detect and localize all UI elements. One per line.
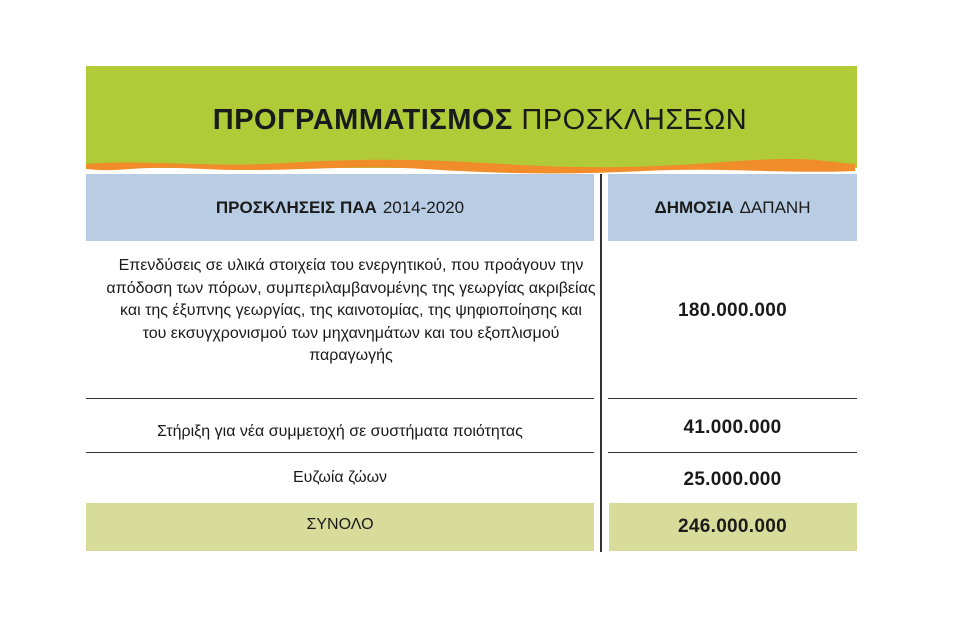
total-label: ΣΥΝΟΛΟ xyxy=(306,516,374,533)
column-divider xyxy=(600,174,602,552)
page-title-light: ΠΡΟΣΚΛΗΣΕΩΝ xyxy=(521,104,748,136)
row-separator xyxy=(86,398,594,399)
header-public-expenditure xyxy=(608,174,857,241)
row-separator xyxy=(608,398,857,399)
header-expenditure-light: ΔΑΠΑΝΗ xyxy=(739,197,811,217)
row-value-investments: 180.000.000 xyxy=(678,300,787,321)
row-label-animal-welfare: Ευζωία ζώων xyxy=(292,469,388,486)
header-calls-light: 2014-2020 xyxy=(382,197,465,217)
row-separator xyxy=(86,452,594,453)
header-calls xyxy=(86,174,594,241)
total-value: 246.000.000 xyxy=(678,516,787,537)
page-title-bold: ΠΡΟΓΡΑΜΜΑΤΙΣΜΟΣ xyxy=(212,104,513,136)
row-value-animal-welfare: 25.000.000 xyxy=(683,469,782,490)
page-title xyxy=(0,104,960,137)
row-label-quality: Στήριξη για νέα συμμετοχή σε συστήματα ποιότητας xyxy=(157,423,523,440)
header-expenditure-bold: ΔΗΜΟΣΙΑ xyxy=(654,197,734,217)
header-calls-bold: ΠΡΟΣΚΛΗΣΕΙΣ ΠΑΑ xyxy=(215,197,377,217)
row-separator xyxy=(608,452,857,453)
row-value-quality: 41.000.000 xyxy=(683,417,782,438)
row-label-investments: Επενδύσεις σε υλικά στοιχεία του ενεργητικού, που προάγουν την απόδοση των πόρων, συμπεριλαμβανομένης της γεωργίας ακριβείας και της έξυπνης γεωργίας, της καινοτομίας, της ψηφιοποίησης και του εκσυγχρονισμού των μηχανημάτων και του εξοπλισμού παραγωγής xyxy=(106,257,596,364)
